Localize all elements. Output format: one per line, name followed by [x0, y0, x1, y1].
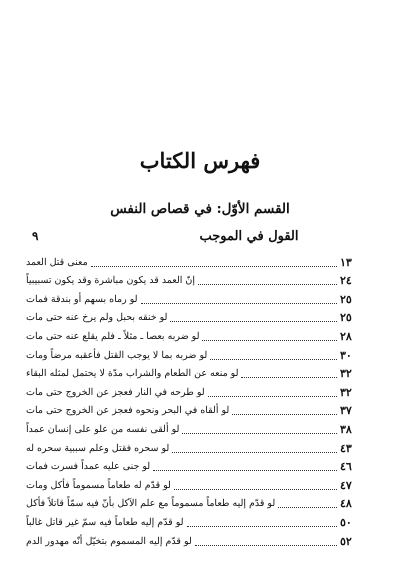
toc-entry-text: لو سحره فقتل وعلم سببية سحره له: [26, 442, 170, 454]
dot-leader: [278, 506, 337, 508]
dot-leader: [208, 395, 337, 397]
toc-entry-text: لو ضربه بعصا ـ مثلاً ـ فلم يقلع عنه حتى مات: [26, 330, 200, 342]
dot-leader: [198, 283, 337, 285]
toc-entry: [26, 400, 362, 419]
toc-entry-text: لو خنقه بحبل ولم يرخ عنه حتى مات: [26, 312, 168, 324]
toc-entry: [26, 288, 362, 307]
toc-entry: [26, 344, 362, 363]
dot-leader: [232, 413, 337, 415]
toc-entry-page-number: ٢٥: [340, 311, 352, 325]
toc-entry: [26, 325, 362, 344]
toc-entry-text: لو قدّم إليه طعاماً فيه سمّ غير قاتل غالباً: [26, 516, 184, 528]
toc-entry: [26, 270, 362, 289]
dot-leader: [195, 544, 337, 546]
dot-leader: [210, 358, 337, 360]
dot-leader: [182, 432, 337, 434]
toc-entry-page-number: ٢٤: [340, 274, 352, 288]
toc-entry-text: لو طرحه في النار فعجز عن الخروج حتى مات: [26, 386, 205, 398]
subsection-heading: [32, 229, 356, 247]
toc-entry: [26, 251, 362, 270]
dot-leader: [170, 320, 337, 322]
toc-entry-page-number: ٣٧: [340, 404, 352, 418]
toc-entry-text: لو ألقى نفسه من علو على إنسان عمداً: [26, 423, 180, 435]
toc-entry-text: إنّ العمد قد يكون مباشرة وقد يكون تسبيبياً: [26, 275, 196, 287]
section-heading: القسم الأوّل: في قصاص النفس: [110, 201, 290, 217]
toc-entry: [26, 456, 362, 475]
toc-entry: [26, 493, 362, 512]
toc-entry-page-number: ٣٨: [340, 422, 352, 436]
toc-entry-page-number: ٤٣: [340, 441, 352, 455]
toc-entry-page-number: ٤٧: [340, 478, 352, 492]
toc-entry-page-number: ٤٦: [340, 460, 352, 474]
toc-entry-page-number: ٣٢: [340, 385, 352, 399]
toc-entry: [26, 307, 362, 326]
dot-leader: [172, 451, 337, 453]
toc-entry-page-number: ٥٢: [340, 534, 352, 548]
toc-entry-text: لو ألقاه في البحر ونحوه فعجز عن الخروج حتى مات: [26, 405, 230, 417]
dot-leader: [91, 265, 337, 267]
toc-entry-page-number: ٥٠: [340, 515, 352, 529]
dot-leader: [241, 376, 337, 378]
toc-entry: [26, 418, 362, 437]
toc-entry-text: لو رماه بسهم أو بندقة فمات: [26, 293, 138, 305]
table-of-contents: [26, 251, 362, 549]
dot-leader: [202, 339, 337, 341]
dot-leader: [153, 469, 337, 471]
subsection-label: القول في الموجب: [199, 229, 299, 244]
toc-entry: [26, 381, 362, 400]
dot-leader: [174, 488, 337, 490]
toc-entry: [26, 363, 362, 382]
toc-entry-text: لو قدّم إليه المسموم بتخيّل أنّه مهدور الدم: [26, 535, 192, 547]
page-title: فهرس الكتاب: [139, 148, 261, 173]
toc-entry-page-number: ٢٥: [340, 292, 352, 306]
toc-entry-page-number: ٢٨: [340, 329, 352, 343]
toc-entry-page-number: ٣٠: [340, 348, 352, 362]
subsection-page-number: ٩: [32, 229, 39, 243]
toc-entry-text: معنى قتل العمد: [26, 256, 88, 268]
toc-entry-page-number: ٣٢: [340, 367, 352, 381]
toc-entry: [26, 511, 362, 530]
toc-entry: [26, 530, 362, 549]
dot-leader: [141, 302, 338, 304]
toc-entry-text: لو قدّم له طعاماً مسموماً فأكل ومات: [26, 479, 171, 491]
toc-entry-page-number: ١٣: [340, 255, 352, 269]
toc-entry: [26, 437, 362, 456]
toc-entry-text: لو قدّم إليه طعاماً مسموماً مع علم الآكل بأنّ فيه سمّاً قاتلاً فأكل: [26, 498, 276, 510]
toc-entry-text: لو ضربه بما لا يوجب القتل فأعقبه مرضاً ومات: [26, 349, 208, 361]
toc-entry-text: لو منعه عن الطعام والشراب مدّة لا يحتمل لمثله البقاء: [26, 368, 239, 380]
toc-entry: [26, 474, 362, 493]
toc-entry-page-number: ٤٨: [340, 497, 352, 511]
toc-entry-text: لو جنى عليه عمداً فسرت فمات: [26, 461, 151, 473]
dot-leader: [187, 525, 337, 527]
